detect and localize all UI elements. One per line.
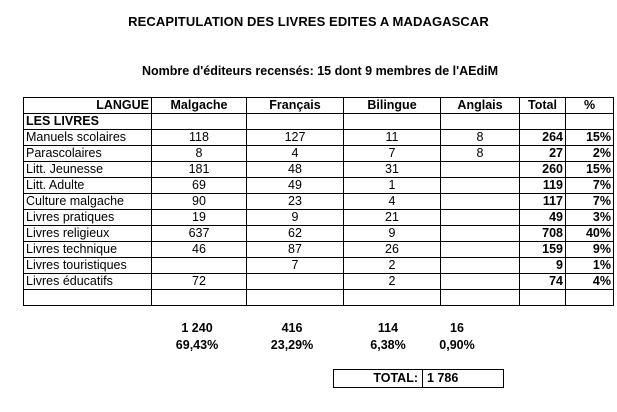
cell-percent: 40% [566, 226, 614, 242]
cell-malgache [152, 258, 247, 274]
section-label: LES LIVRES [24, 114, 152, 130]
cell-malgache: 69 [152, 178, 247, 194]
cell-percent: 2% [566, 146, 614, 162]
cell-percent: 15% [566, 130, 614, 146]
cell-francais: 62 [247, 226, 344, 242]
page-title: RECAPITULATION DES LIVRES EDITES A MADAGASCAR [128, 14, 489, 29]
cell-anglais: 8 [441, 146, 520, 162]
row-label: Manuels scolaires [24, 130, 152, 146]
cell-anglais [441, 162, 520, 178]
cell-bilingue: 31 [344, 162, 441, 178]
page-subtitle: Nombre d'éditeurs recensés: 15 dont 9 membres de l'AEdiM [141, 64, 499, 78]
cell-malgache: 90 [152, 194, 247, 210]
grand-total-value: 1 786 [423, 370, 504, 388]
cell-percent: 7% [566, 178, 614, 194]
grand-total-label: TOTAL: [334, 370, 423, 388]
cell-bilingue: 4 [344, 194, 441, 210]
cell-francais: 4 [247, 146, 344, 162]
table-header-row [24, 98, 614, 114]
cell-malgache: 72 [152, 274, 247, 290]
cell-anglais [441, 242, 520, 258]
books-table [23, 97, 614, 306]
cell-total: 27 [520, 146, 566, 162]
cell-anglais [441, 258, 520, 274]
header-anglais: Anglais [441, 98, 520, 114]
cell-bilingue: 2 [344, 274, 441, 290]
cell-francais: 9 [247, 210, 344, 226]
cell-bilingue: 11 [344, 130, 441, 146]
cell-total: 117 [520, 194, 566, 210]
header-total: Total [520, 98, 566, 114]
table-row [24, 210, 614, 226]
cell-bilingue: 1 [344, 178, 441, 194]
cell-total: 260 [520, 162, 566, 178]
header-percent: % [566, 98, 614, 114]
cell-francais: 48 [247, 162, 344, 178]
row-label: Litt. Adulte [24, 178, 152, 194]
header-bilingue: Bilingue [344, 98, 441, 114]
cell-total: 264 [520, 130, 566, 146]
total-pct-anglais: 0,90% [439, 338, 475, 352]
row-label: Livres technique [24, 242, 152, 258]
totals-anglais [418, 320, 496, 354]
cell-total: 49 [520, 210, 566, 226]
section-row [24, 114, 614, 130]
cell-francais: 23 [247, 194, 344, 210]
cell-total: 159 [520, 242, 566, 258]
cell-total: 119 [520, 178, 566, 194]
table-row [24, 226, 614, 242]
cell-francais: 49 [247, 178, 344, 194]
total-count-francais: 416 [281, 321, 303, 335]
table-row [24, 258, 614, 274]
total-count-malgache: 1 240 [181, 321, 213, 335]
cell-bilingue: 9 [344, 226, 441, 242]
cell-anglais [441, 194, 520, 210]
row-label: Livres touristiques [24, 258, 152, 274]
cell-anglais [441, 226, 520, 242]
cell-anglais: 8 [441, 130, 520, 146]
cell-malgache: 637 [152, 226, 247, 242]
cell-percent: 3% [566, 210, 614, 226]
totals-francais [244, 320, 340, 354]
total-count-anglais: 16 [450, 321, 464, 335]
cell-total: 708 [520, 226, 566, 242]
total-pct-bilingue: 6,38% [370, 338, 406, 352]
header-malgache: Malgache [152, 98, 247, 114]
cell-malgache: 181 [152, 162, 247, 178]
cell-percent: 7% [566, 194, 614, 210]
header-langue: LANGUE [24, 98, 152, 114]
row-label: Litt. Jeunesse [24, 162, 152, 178]
cell-bilingue: 26 [344, 242, 441, 258]
cell-francais: 87 [247, 242, 344, 258]
cell-anglais [441, 274, 520, 290]
total-pct-francais: 23,29% [270, 338, 314, 352]
cell-total: 9 [520, 258, 566, 274]
row-label: Parascolaires [24, 146, 152, 162]
header-francais: Français [247, 98, 344, 114]
table-row [24, 178, 614, 194]
cell-malgache: 8 [152, 146, 247, 162]
cell-bilingue: 2 [344, 258, 441, 274]
cell-malgache: 118 [152, 130, 247, 146]
cell-anglais [441, 178, 520, 194]
cell-total: 74 [520, 274, 566, 290]
cell-anglais [441, 210, 520, 226]
empty-row [24, 290, 614, 306]
cell-francais [247, 274, 344, 290]
cell-percent: 4% [566, 274, 614, 290]
cell-francais: 7 [247, 258, 344, 274]
cell-percent: 9% [566, 242, 614, 258]
table-row [24, 146, 614, 162]
row-label: Livres pratiques [24, 210, 152, 226]
cell-percent: 15% [566, 162, 614, 178]
cell-malgache: 46 [152, 242, 247, 258]
total-count-bilingue: 114 [377, 321, 399, 335]
cell-bilingue: 21 [344, 210, 441, 226]
table-row [24, 130, 614, 146]
grand-total-box [333, 369, 504, 388]
cell-percent: 1% [566, 258, 614, 274]
cell-malgache: 19 [152, 210, 247, 226]
row-label: Livres religieux [24, 226, 152, 242]
table-row [24, 274, 614, 290]
cell-bilingue: 7 [344, 146, 441, 162]
table-row [24, 162, 614, 178]
row-label: Culture malgache [24, 194, 152, 210]
table-row [24, 194, 614, 210]
table-row [24, 242, 614, 258]
row-label: Livres éducatifs [24, 274, 152, 290]
cell-francais: 127 [247, 130, 344, 146]
total-pct-malgache: 69,43% [175, 338, 219, 352]
totals-malgache [150, 320, 244, 354]
